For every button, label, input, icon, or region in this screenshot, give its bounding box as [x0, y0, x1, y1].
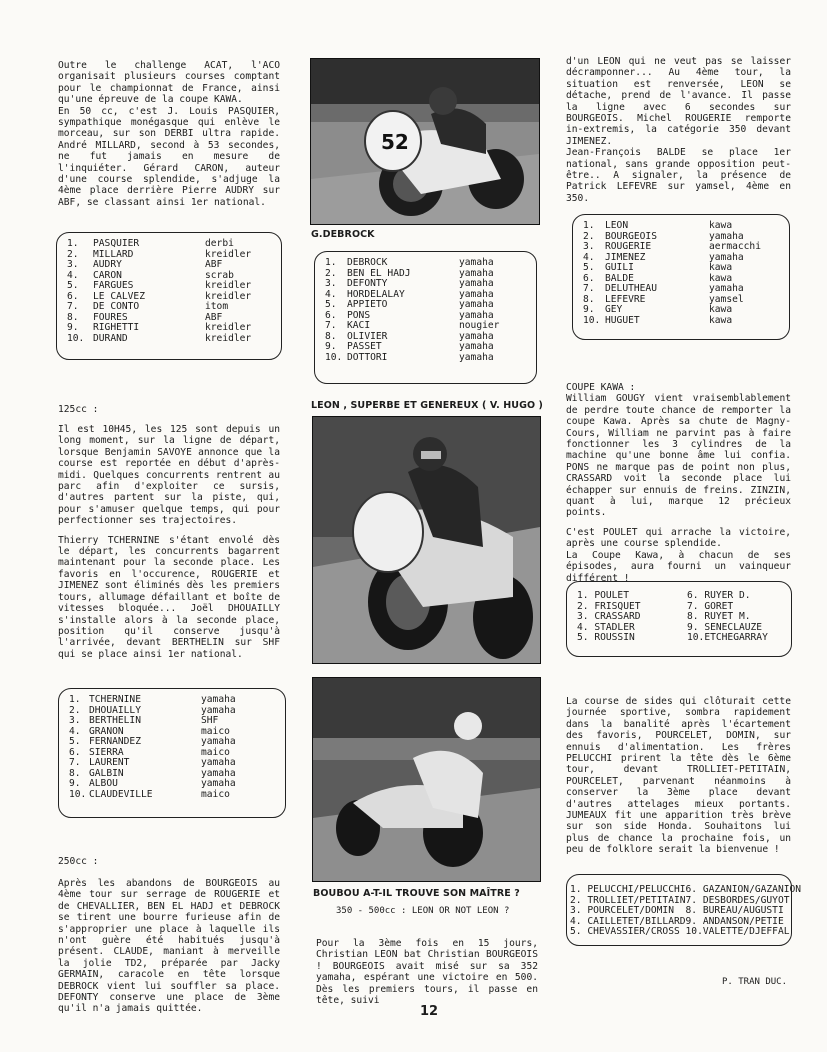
mid-paragraph: Pour la 3ème fois en 15 jours, Christian LEON bat Christian BOURGEOIS ! BOURGEOIS avait misé sur sa 352 yamaha, espérant une victoire en 500. Dès les premiers tours, il passe en tête, suivi: [316, 938, 538, 1007]
result-rider: LE CALVEZ: [93, 290, 145, 302]
result-row: [69, 779, 275, 790]
result-rider: FOURES: [93, 311, 128, 323]
result-make: yamaha: [201, 778, 236, 789]
result-rider: GUILI: [605, 262, 634, 273]
results-250cc-box: [314, 251, 537, 384]
result-position: 1.: [69, 694, 81, 705]
photo-debrock: [310, 58, 540, 225]
result-rider: AUDRY: [93, 259, 122, 270]
result-rider: FERNANDEZ: [89, 736, 141, 747]
result-position: 7.: [583, 283, 595, 294]
result-position: 3.: [325, 278, 337, 289]
result-make: derbi: [205, 238, 234, 249]
result-make: ABF: [205, 311, 223, 323]
intro-paragraph: Outre le challenge ACAT, l'ACO organisait plusieurs courses comptant pour le championnat de France, ainsi qu'une épreuve de la coupe KAWA.: [58, 60, 280, 106]
result-position: 1.: [67, 238, 79, 249]
photo-boubou: [312, 677, 541, 882]
mid-column-text: [316, 938, 538, 1014]
result-position: 3.: [67, 259, 79, 270]
result-left: 4. STADLER: [577, 621, 635, 633]
heading-125cc: 125cc :: [58, 404, 99, 415]
result-position: 3.: [69, 715, 81, 726]
result-rider: ALBOU: [89, 778, 118, 789]
result-left: 1. POULET: [577, 590, 629, 601]
result-position: 9.: [583, 304, 595, 315]
result-make: yamaha: [459, 341, 494, 352]
result-rider: DEFONTY: [347, 278, 388, 289]
result-make: yamaha: [459, 288, 494, 300]
result-left: 1. PELUCCHI/PELUCCHI: [570, 884, 686, 895]
right-column-sides: [566, 696, 791, 864]
result-right: 9. ANDANSON/PETIE: [685, 915, 784, 927]
result-rider: PONS: [347, 309, 371, 321]
result-rider: HUGUET: [605, 314, 640, 326]
result-row: [577, 633, 781, 644]
result-right: 9. SENECLAUZE: [687, 621, 763, 633]
result-position: 10.: [583, 314, 601, 326]
result-position: 6.: [325, 309, 337, 321]
result-position: 7.: [67, 301, 79, 312]
result-rider: BOURGEOIS: [605, 230, 657, 242]
result-rider: ROUGERIE: [605, 241, 652, 252]
result-row: [67, 334, 271, 345]
result-position: 9.: [69, 778, 81, 789]
result-make: aermacchi: [709, 241, 761, 252]
result-rider: OLIVIER: [347, 330, 388, 342]
result-row: [325, 321, 526, 332]
result-rider: APPIETO: [347, 299, 388, 310]
result-make: yamaha: [459, 278, 494, 289]
result-right: 8. RUYET M.: [687, 611, 751, 622]
result-make: yamaha: [459, 309, 494, 321]
fifty-cc-paragraph: En 50 cc, c'est J. Louis PASQUIER, sympathique monégasque qui enlève le morceau, sur son DERBI ultra rapide. André MILLARD, second à 53 secondes, ne fut jamais en mesure de l'inquiéter. Gérard CARON, auteur d'une course splendide, s'adjuge la 4ème place derrière Pierre AUDRY sur ABF, se classant ainsi 1er national.: [58, 105, 280, 208]
result-row: [69, 695, 275, 706]
result-make: ABF: [205, 259, 223, 270]
result-right: 10.ETCHEGARRAY: [687, 632, 768, 643]
result-rider: DEBROCK: [347, 257, 388, 268]
result-position: 7.: [325, 320, 337, 331]
result-right: 7. DESBORDES/GUYOT: [685, 894, 790, 906]
result-left: 2. FRISQUET: [577, 600, 641, 612]
result-rider: BALDE: [605, 272, 634, 284]
results-50cc-table: [67, 239, 271, 344]
result-position: 5.: [69, 736, 81, 747]
result-row: [325, 279, 526, 290]
result-row: [577, 612, 781, 623]
result-make: yamaha: [201, 694, 236, 705]
result-right: 7. GORET: [687, 600, 734, 612]
result-row: [67, 260, 271, 271]
photo-leon-image: [313, 417, 540, 663]
photo-boubou-image: [313, 678, 540, 881]
result-position: 9.: [67, 322, 79, 333]
result-row: [67, 281, 271, 292]
result-make: kreidler: [205, 322, 252, 333]
result-row: [570, 885, 801, 896]
result-make: yamaha: [459, 257, 494, 268]
results-kawa-table: [577, 591, 781, 644]
result-position: 10.: [69, 788, 87, 800]
result-right: 6. RUYER D.: [687, 590, 751, 601]
result-rider: CLAUDEVILLE: [89, 788, 153, 800]
result-make: yamaha: [459, 330, 494, 342]
result-make: yamaha: [709, 230, 744, 242]
result-make: kawa: [709, 304, 733, 315]
result-position: 6.: [67, 290, 79, 302]
result-rider: DELUTHEAU: [605, 283, 657, 294]
right-p3: William GOUGY vient vraisemblablement de perdre toute chance de remporter la coupe Kawa. Après sa chute de Magny-Cours, William ne parvint pas à faire fonctionner les 3 cylindres de la machine qu'une bonne âme lui confia. PONS ne marque pas de point non plus, CRASSARD voit la seconde place lui échapper sur ennuis de freins. ZINZIN, quant à lui, marque 12 précieux points.: [566, 393, 791, 519]
result-make: kawa: [709, 272, 733, 284]
result-make: yamaha: [709, 251, 744, 263]
result-rider: HORDELALAY: [347, 288, 405, 300]
result-position: 6.: [583, 272, 595, 284]
result-make: maico: [201, 788, 230, 800]
result-position: 6.: [69, 746, 81, 758]
result-position: 5.: [67, 280, 79, 291]
result-make: kreidler: [205, 248, 252, 260]
right-p4: C'est POULET qui arrache la victoire, après une course splendide.: [566, 526, 791, 550]
result-rider: LAURENT: [89, 757, 130, 768]
result-row: [583, 221, 779, 232]
result-rider: DURAND: [93, 332, 128, 344]
results-350cc-table: [583, 221, 779, 326]
result-row: [577, 591, 781, 602]
results-350cc-box: [572, 214, 790, 340]
result-make: maico: [201, 725, 230, 737]
result-rider: PASQUIER: [93, 238, 140, 249]
result-row: [583, 316, 779, 327]
result-position: 8.: [583, 293, 595, 305]
result-rider: KACI: [347, 320, 371, 331]
results-250cc-table: [325, 258, 526, 363]
result-position: 4.: [583, 251, 595, 263]
photo-debrock-image: [311, 59, 539, 224]
results-50cc-box: [56, 232, 282, 360]
result-rider: GEY: [605, 304, 623, 315]
result-row: [583, 263, 779, 274]
right-p6: La course de sides qui clôturait cette journée sportive, sombra rapidement dans la banalité après l'écartement des favoris, POURCELET, DOMIN, sur ennuis d'alimentation. Les frères PELUCCHI prirent la tête dès le 6ème tour, devant TROLLIET-PETITAIN, POURCELET, parvenant néanmoins à conserver la 3ème place devant d'autres attelages mieux portants. JUMEAUX fit une apparition très brève sur son side Honda. Souhaitons lui plus de chance la prochaine fois, un peu de folklore serait la bienvenue !: [566, 696, 791, 856]
result-make: yamaha: [459, 267, 494, 279]
result-make: yamaha: [459, 351, 494, 363]
result-position: 7.: [69, 757, 81, 768]
result-rider: GRANON: [89, 725, 124, 737]
result-position: 10.: [67, 332, 85, 344]
result-make: yamaha: [201, 767, 236, 779]
result-row: [325, 258, 526, 269]
result-rider: DOTTORI: [347, 351, 388, 363]
result-position: 5.: [325, 299, 337, 310]
results-125cc-table: [69, 695, 275, 800]
result-rider: BERTHELIN: [89, 715, 141, 726]
result-rider: LEFEVRE: [605, 293, 646, 305]
right-column-top: [566, 56, 791, 212]
result-left: 3. POURCELET/DOMIN: [570, 905, 674, 916]
p125-2: Thierry TCHERNINE s'étant envolé dès le départ, les concurrents bagarrent maintenant pour la seconde place. Les favoris en l'occurence, ROUGERIE et JIMENEZ sont éliminés dès les premiers tours, allumage défaillant et boîte de vitesses bloquée... Joël DHOUAILLY s'installe alors à la seconde place, position qu'il conserve jusqu'à l'arrivée, devant BERTHELIN sur SHF qui se place ainsi 1er national.: [58, 534, 280, 660]
result-position: 5.: [583, 262, 595, 273]
result-rider: PASSET: [347, 341, 382, 352]
result-position: 1.: [325, 257, 337, 268]
result-left: 3. CRASSARD: [577, 611, 641, 622]
caption-leon: LEON , SUPERBE ET GENEREUX ( V. HUGO ): [311, 400, 543, 411]
result-left: 5. CHEVASSIER/CROSS: [570, 926, 680, 937]
result-left: 4. CAILLETET/BILLARD: [570, 915, 686, 927]
result-make: kreidler: [205, 332, 252, 344]
result-make: kawa: [709, 220, 733, 231]
result-make: nougier: [459, 320, 500, 331]
result-make: scrab: [205, 269, 234, 281]
result-position: 8.: [67, 311, 79, 323]
result-make: yamaha: [201, 736, 236, 747]
result-make: kawa: [709, 314, 733, 326]
right-p2: Jean-François BALDE se place 1er national, sans grande opposition peut-être.. A signaler, la présence de Patrick LEFEVRE sur yamsel, 4ème en 350.: [566, 147, 791, 204]
result-rider: FARGUES: [93, 280, 134, 291]
left-column-250: [58, 878, 280, 1023]
result-make: kreidler: [205, 280, 252, 291]
result-make: SHF: [201, 715, 219, 726]
result-position: 3.: [583, 241, 595, 252]
result-position: 2.: [69, 704, 81, 716]
result-left: 5. ROUSSIN: [577, 632, 635, 643]
signature: P. TRAN DUC.: [722, 977, 788, 987]
heading-250cc: 250cc :: [58, 856, 99, 867]
result-row: [325, 342, 526, 353]
result-row: [583, 284, 779, 295]
result-position: 4.: [67, 269, 79, 281]
result-rider: DE CONTO: [93, 301, 140, 312]
result-make: yamaha: [201, 704, 236, 716]
result-position: 2.: [67, 248, 79, 260]
result-make: yamsel: [709, 293, 744, 305]
result-right: 6. GAZANION/GAZANION: [685, 884, 802, 895]
result-row: [67, 239, 271, 250]
p250: Après les abandons de BOURGEOIS au 4ème tour sur serrage de ROUGERIE et de CHEVALLIER, BEN EL HADJ et DEBROCK se tirent une bourre furieuse afin de s'approprier une place à laquelle ils n'ont guère été habitués jusqu'à présent. CLAUDE, maniant à merveille la jolie TD2, préparée par Jacky GERMAIN, caracole en tête lorsque DEBROCK vient lui souffler sa place. DEFONTY conserve une place de 3ème qu'il n'a jamais quittée.: [58, 878, 280, 1015]
left-column-125: [58, 424, 280, 668]
result-rider: GALBIN: [89, 767, 124, 779]
results-kawa-box: [566, 581, 792, 657]
result-row: [69, 716, 275, 727]
result-row: [583, 242, 779, 253]
result-position: 1.: [583, 220, 595, 231]
result-position: 8.: [325, 330, 337, 342]
result-row: [67, 323, 271, 334]
result-make: yamaha: [201, 757, 236, 768]
caption-debrock: G.DEBROCK: [311, 229, 375, 240]
result-position: 8.: [69, 767, 81, 779]
result-row: [583, 305, 779, 316]
result-make: kawa: [709, 262, 733, 273]
caption-boubou: BOUBOU A-T-IL TROUVE SON MAÎTRE ?: [313, 888, 520, 899]
result-left: 2. TROLLIET/PETITAIN: [570, 894, 686, 906]
result-position: 4.: [69, 725, 81, 737]
bike-number: 52: [381, 130, 409, 154]
result-rider: DHOUAILLY: [89, 704, 141, 716]
result-rider: SIERRA: [89, 746, 124, 758]
result-position: 4.: [325, 288, 337, 300]
result-row: [67, 302, 271, 313]
result-make: itom: [205, 301, 229, 312]
result-rider: LEON: [605, 220, 629, 231]
result-row: [325, 353, 526, 364]
result-row: [570, 906, 801, 917]
result-make: yamaha: [459, 299, 494, 310]
result-right: 8. BUREAU/AUGUSTI: [685, 905, 784, 916]
result-rider: RIGHETTI: [93, 322, 140, 333]
page-number: 12: [420, 1004, 439, 1019]
result-position: 2.: [583, 230, 595, 242]
result-row: [325, 300, 526, 311]
result-rider: JIMENEZ: [605, 251, 646, 263]
result-make: kreidler: [205, 290, 252, 302]
left-column-top: [58, 60, 280, 216]
result-rider: CARON: [93, 269, 122, 281]
caption-boubou-sub: 350 - 500cc : LEON OR NOT LEON ?: [336, 906, 510, 916]
results-sides-box: [566, 874, 802, 946]
right-p1: d'un LEON qui ne veut pas se laisser décramponner... Au 4ème tour, la situation est renversée, LEON se détache, prend de l'avance. Il passe la ligne avec 6 secondes sur BOURGEOIS. Michel ROUGERIE remporte in-extremis, la catégorie 350 devant JIMENEZ.: [566, 56, 791, 147]
result-row: [69, 758, 275, 769]
result-rider: BEN EL HADJ: [347, 267, 411, 279]
p125-1: Il est 10H45, les 125 sont depuis un long moment, sur la ligne de départ, lorsque Benjamin SAVOYE annonce que la course est reportée en début d'après-midi. Quelques concurrents rentrent au parc afin d'exploiter ce sursis, d'autres partent sur la piste, qui, pour s'amuser quelque temps, qui pour perfectionner ses trajectoires.: [58, 424, 280, 527]
result-position: 10.: [325, 351, 343, 363]
result-row: [69, 790, 275, 801]
right-column-kawa: [566, 382, 791, 592]
result-row: [69, 737, 275, 748]
photo-leon: [312, 416, 541, 664]
result-right: 10.VALETTE/DJEFFAL: [685, 926, 790, 937]
results-125cc-box: [58, 688, 286, 818]
result-position: 2.: [325, 267, 337, 279]
results-sides-table: [570, 885, 801, 938]
result-rider: TCHERNINE: [89, 694, 141, 705]
result-position: 9.: [325, 341, 337, 352]
result-make: maico: [201, 746, 230, 758]
result-row: [570, 927, 801, 938]
heading-coupe-kawa: COUPE KAWA :: [566, 382, 636, 393]
result-rider: MILLARD: [93, 248, 134, 260]
right-p5: La Coupe Kawa, à chacun de ses épisodes, aura fourni un vainqueur différent !: [566, 549, 791, 584]
result-make: yamaha: [709, 283, 744, 294]
